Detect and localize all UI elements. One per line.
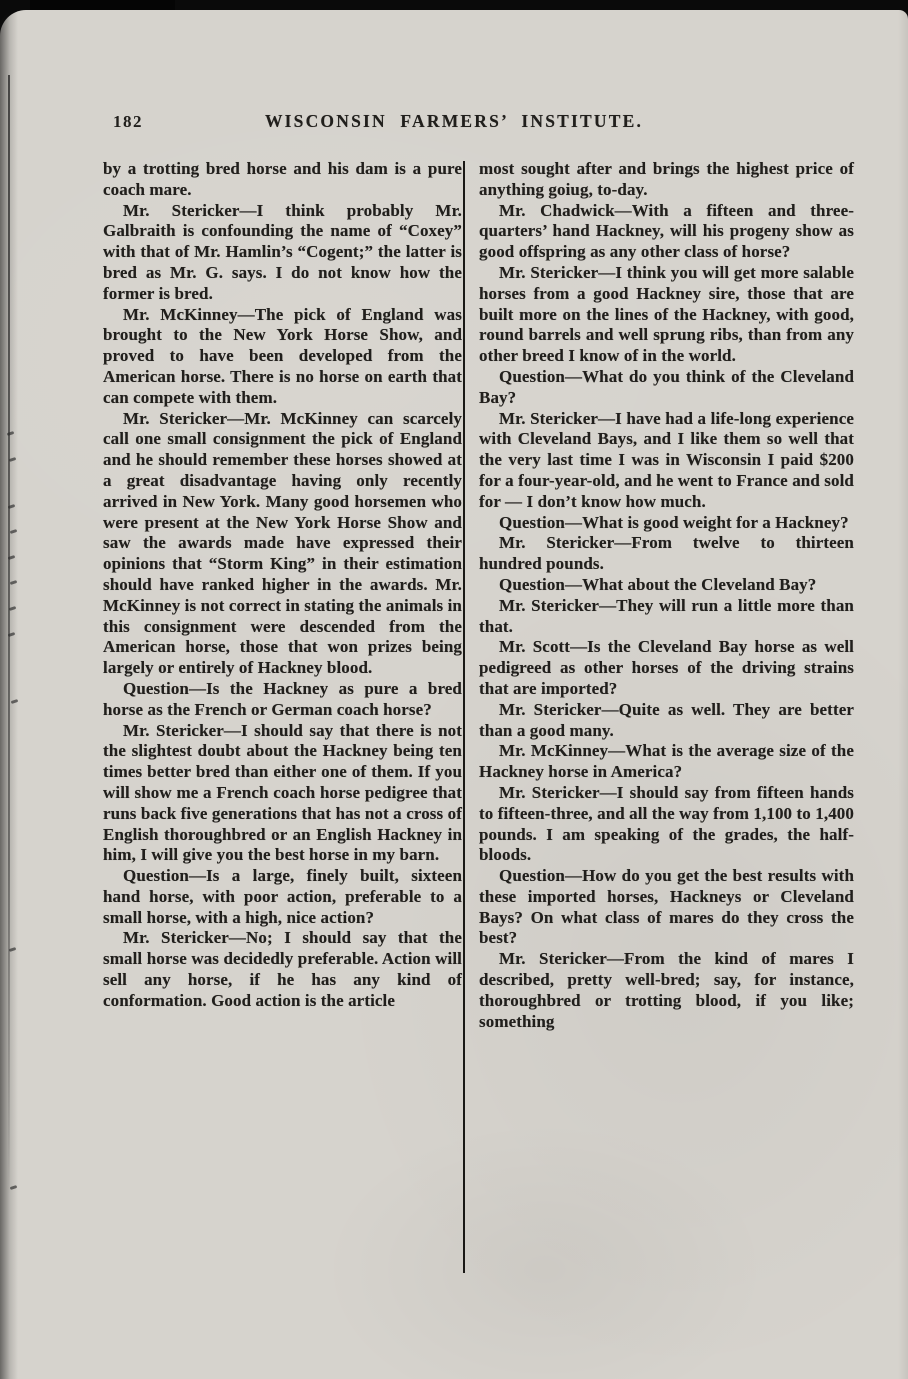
paragraph: Question—How do you get the best results with these imported horses, Hackneys or Cleveland Bays? On what class of mares do they cross the best? (479, 866, 854, 948)
paragraph: Mr. Stericker—From the kind of mares I described, pretty well-bred; say, for instance, thoroughbred or trotting blood, if you like; something (479, 949, 854, 1031)
scan-mark (10, 580, 18, 585)
paragraph: most sought after and brings the highest price of anything goiug, to-day. (479, 159, 854, 199)
text-column-right (479, 159, 854, 1032)
scan-mark (9, 457, 17, 462)
page (0, 10, 908, 1379)
paragraph: Mr. McKinney—The pick of England was brought to the New York Horse Show, and proved to have been developed from the American horse. There is no horse on earth that can compete with them. (103, 304, 462, 407)
paragraph: Question—What is good weight for a Hackney? (499, 512, 849, 532)
paragraph: Mr. Stericker—From twelve to thirteen hundred pounds. (479, 533, 854, 574)
paragraph: Mr. Chadwick—With a fifteen and three-quarters’ hand Hackney, will his progeny show as good offspring as any other class of horse? (479, 200, 854, 262)
page-title: WISCONSIN FARMERS’ INSTITUTE. (264, 111, 644, 131)
scan-mark (8, 632, 16, 637)
scan-mark (9, 606, 17, 611)
paragraph: Mr. Stericker—I should say from fifteen hands to fifteen-three, and all the way from 1,100 to 1,400 pounds. I am speaking of the grades, the half-bloods. (479, 782, 854, 865)
paragraph: Mr. Stericker—Mr. McKinney can scarcely call one small consignment the pick of England and he should remember these horses showed at a great disadvantage having only recently arrived in New York. Many good horsemen who were present at the New York Horse Show and saw the awards made have expressed their opinions that “Storm King” in their estimation should have ranked higher in the awards. Mr. McKinney is not correct in stating the animals in this consignment were descended from the American horse, those that won prizes being largely or entirely of Hackney blood. (103, 408, 462, 678)
scan-mark (10, 529, 18, 534)
paragraph: Question—What do you think of the Cleveland Bay? (479, 366, 854, 407)
scan-mark (8, 555, 16, 560)
scan-mark (11, 699, 19, 704)
paragraph: Mr. McKinney—What is the average size of the Hackney horse in America? (479, 741, 854, 782)
paragraph: Mr. Stericker—They will run a little more than that. (479, 595, 854, 636)
page-number: 182 (113, 112, 143, 131)
paragraph: Mr. Stericker—I think you will get more salable horses from a good Hackney sire, those that are built more on the lines of the Hackney, with good, round barrels and well sprung ribs, than from any other breed I know of in the world. (479, 262, 854, 366)
paragraph: Question—Is a large, finely built, sixteen hand horse, with poor action, preferable to a small horse, with a high, nice action? (103, 866, 462, 927)
scan-mark (10, 1185, 18, 1190)
paragraph: Mr. Stericker—Quite as well. They are better than a good many. (479, 699, 854, 740)
scan-mark (7, 431, 15, 436)
paragraph: by a trotting bred horse and his dam is a pure coach mare. (103, 159, 462, 199)
text-column-left (103, 159, 462, 1012)
paragraph: Mr. Stericker—I think probably Mr. Galbraith is confounding the name of “Coxey” with that of Mr. Hamlin’s “Cogent;” the latter is bred as Mr. G. says. I do not know how the former is bred. (103, 200, 462, 303)
scan-mark (8, 504, 16, 509)
paragraph: Mr. Stericker—I have had a life-long experience with Cleveland Bays, and I like them so well that the very last time I was in Wisconsin I paid $200 for a four-year-old, and he went to France and sold for — I don’t know how much. (479, 408, 854, 511)
paragraph: Question—Is the Hackney as pure a bred horse as the French or German coach horse? (103, 678, 462, 719)
paragraph: Mr. Stericker—I should say that there is not the slightest doubt about the Hackney being ten times better bred than either one of them. If you will show me a French coach horse pedigree that runs back five generations that has not a cross of English thoroughbred or an English Hackney in him, I will give you the best horse in my barn. (103, 720, 462, 865)
paragraph: Mr. Scott—Is the Cleveland Bay horse as well pedigreed as other horses of the driving strains that are imported? (479, 637, 854, 698)
column-divider (463, 161, 465, 1273)
paragraph: Mr. Stericker—No; I should say that the small horse was decidedly preferable. Action will sell any horse, if he has any kind of conformation. Good action is the article (103, 928, 462, 1010)
paragraph: Question—What about the Cleveland Bay? (499, 574, 817, 594)
scan-mark (9, 947, 17, 952)
